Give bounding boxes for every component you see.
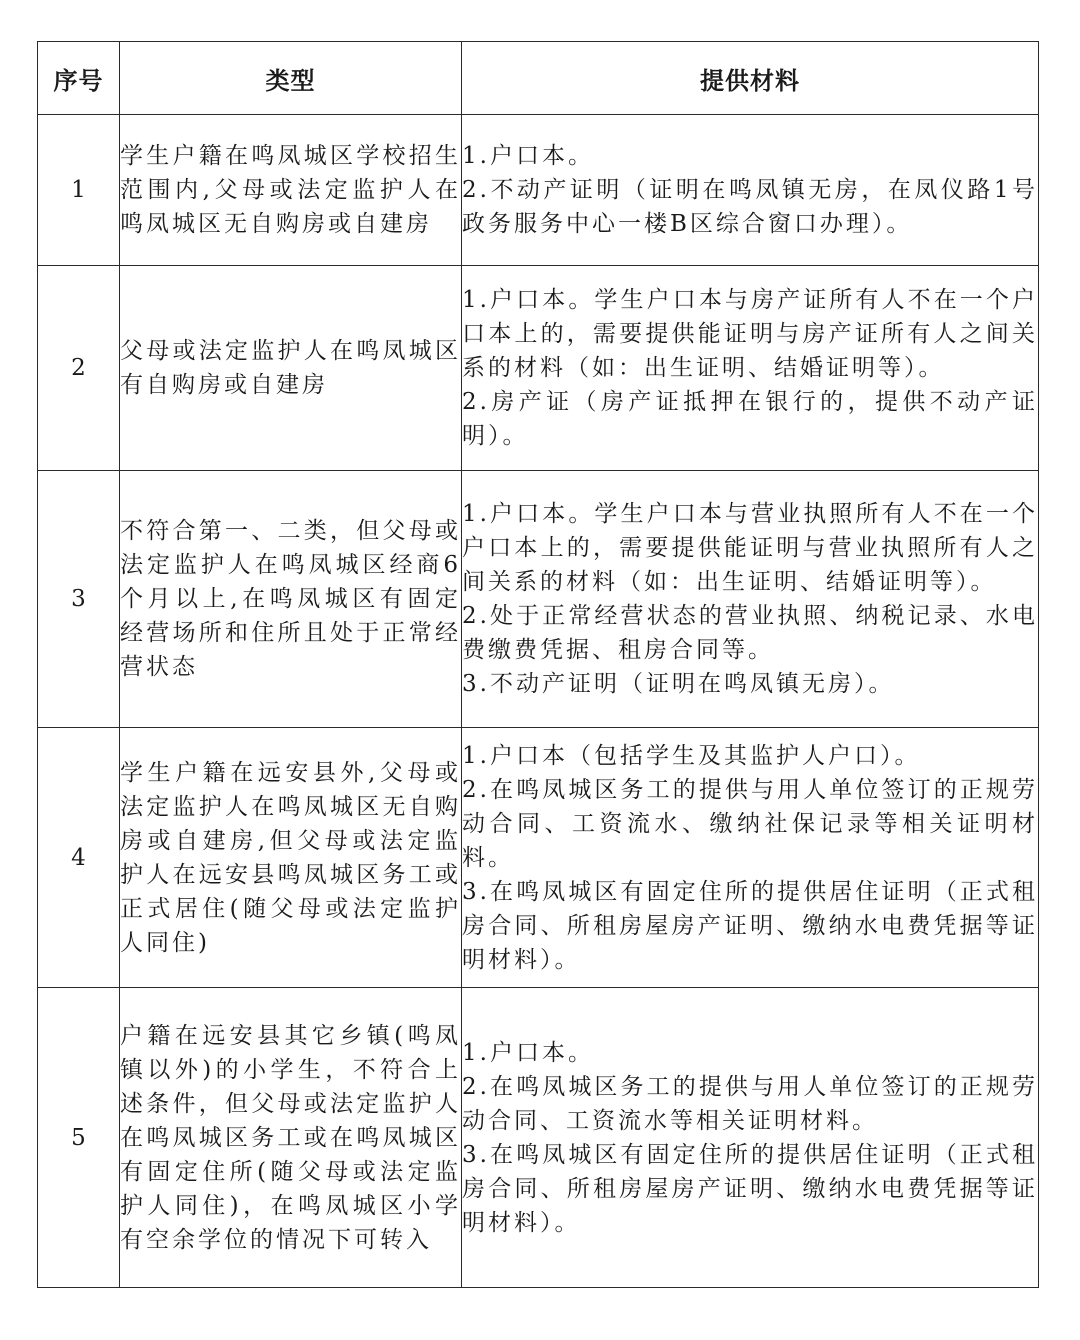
- material-item: 3.在鸣凤城区有固定住所的提供居住证明（正式租房合同、所租房屋房产证明、缴纳水电费凭据等证明材料）。: [462, 878, 1038, 973]
- enrollment-materials-table: [37, 41, 1039, 1288]
- material-item: 3.在鸣凤城区有固定住所的提供居住证明（正式租房合同、所租房屋房产证明、缴纳水电费凭据等证明材料）。: [462, 1141, 1038, 1236]
- row-seq: 3: [38, 471, 120, 728]
- row-type: 父母或法定监护人在鸣凤城区有自购房或自建房: [120, 266, 462, 471]
- row-seq: 4: [38, 728, 120, 988]
- table-row: [38, 988, 1039, 1288]
- row-seq: 5: [38, 988, 120, 1288]
- table-header-row: [38, 42, 1039, 115]
- row-materials: [462, 115, 1039, 266]
- row-materials: [462, 266, 1039, 471]
- row-materials: [462, 728, 1039, 988]
- material-item: 2.不动产证明（证明在鸣凤镇无房，在凤仪路1号政务服务中心一楼B区综合窗口办理）。: [462, 177, 1038, 237]
- row-type: 不符合第一、二类，但父母或法定监护人在鸣凤城区经商6个月以上,在鸣凤城区有固定经营场所和住所且处于正常经营状态: [120, 471, 462, 728]
- material-item: 1.户口本。: [462, 1039, 594, 1066]
- material-item: 2.房产证（房产证抵押在银行的，提供不动产证明）。: [462, 389, 1038, 449]
- material-item: 1.户口本。学生户口本与营业执照所有人不在一个户口本上的，需要提供能证明与营业执照所有人之间关系的材料（如：出生证明、结婚证明等）。: [462, 501, 1038, 595]
- table-row: [38, 266, 1039, 471]
- header-type: 类型: [120, 42, 462, 115]
- material-item: 1.户口本。: [462, 143, 594, 169]
- header-materials: 提供材料: [462, 42, 1039, 115]
- row-seq: 2: [38, 266, 120, 471]
- material-item: 2.处于正常经营状态的营业执照、纳税记录、水电费缴费凭据、租房合同等。: [462, 603, 1038, 663]
- row-type: 户籍在远安县其它乡镇(鸣凤镇以外)的小学生，不符合上述条件，但父母或法定监护人在鸣凤城区务工或在鸣凤城区有固定住所(随父母或法定监护人同住)，在鸣凤城区小学有空余学位的情况下可转入: [120, 988, 462, 1288]
- row-materials: [462, 988, 1039, 1288]
- material-item: 3.不动产证明（证明在鸣凤镇无房）。: [462, 671, 895, 697]
- material-item: 1.户口本（包括学生及其监护人户口）。: [462, 742, 921, 769]
- table-row: [38, 115, 1039, 266]
- row-seq: 1: [38, 115, 120, 266]
- material-item: 2.在鸣凤城区务工的提供与用人单位签订的正规劳动合同、工资流水等相关证明材料。: [462, 1073, 1038, 1134]
- row-type: 学生户籍在鸣凤城区学校招生范围内,父母或法定监护人在鸣凤城区无自购房或自建房: [120, 115, 462, 266]
- header-seq: 序号: [38, 42, 120, 115]
- row-materials: [462, 471, 1039, 728]
- row-type: 学生户籍在远安县外,父母或法定监护人在鸣凤城区无自购房或自建房,但父母或法定监护人在远安县鸣凤城区务工或正式居住(随父母或法定监护人同住): [120, 728, 462, 988]
- table-row: [38, 471, 1039, 728]
- material-item: 1.户口本。学生户口本与房产证所有人不在一个户口本上的，需要提供能证明与房产证所有人之间关系的材料（如：出生证明、结婚证明等）。: [462, 287, 1038, 381]
- table-row: [38, 728, 1039, 988]
- material-item: 2.在鸣凤城区务工的提供与用人单位签订的正规劳动合同、工资流水、缴纳社保记录等相关证明材料。: [462, 776, 1038, 871]
